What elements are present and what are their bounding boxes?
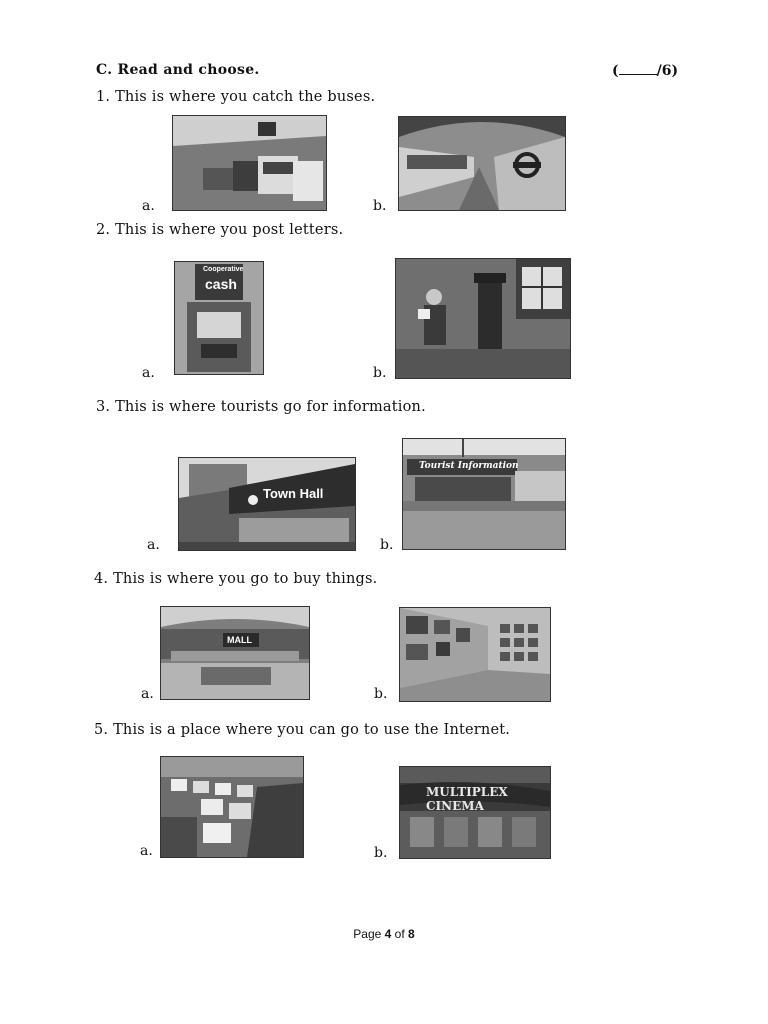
page-of: of: [391, 927, 409, 941]
town-hall-sign: Town Hall: [263, 486, 324, 501]
option-5a-label[interactable]: a.: [140, 843, 153, 859]
option-4b-label[interactable]: b.: [374, 686, 388, 702]
question-number: 2.: [96, 222, 111, 238]
question-4: [94, 571, 377, 587]
option-2a-label[interactable]: a.: [142, 365, 155, 381]
question-text: This is where you post letters.: [115, 222, 344, 238]
option-1b-label[interactable]: b.: [373, 198, 387, 214]
question-2: [96, 222, 343, 238]
question-number: 3.: [96, 399, 111, 415]
score-open: (: [612, 63, 619, 79]
page-total: 8: [408, 927, 415, 941]
question-3: [96, 399, 426, 415]
score-box: [612, 62, 678, 79]
tourist-information-image: [403, 439, 565, 549]
post-box-image: [396, 259, 570, 378]
question-number: 5.: [94, 722, 109, 738]
page-prefix: Page: [353, 927, 385, 941]
bus-station-image: [173, 116, 326, 210]
question-5: [94, 722, 510, 738]
shopping-mall-image: [161, 607, 309, 699]
question-text: This is where tourists go for information.: [115, 399, 426, 415]
shopping-mall-photo[interactable]: [160, 606, 310, 700]
subway-station-photo[interactable]: [398, 116, 566, 211]
option-3a-label[interactable]: a.: [147, 537, 160, 553]
question-1: [96, 89, 375, 105]
tourist-information-sign: Tourist Information: [419, 461, 519, 471]
question-number: 4.: [94, 571, 109, 587]
question-number: 1.: [96, 89, 111, 105]
question-text: This is a place where you can go to use the Internet.: [113, 722, 511, 738]
tourist-information-photo[interactable]: [402, 438, 566, 550]
post-box-photo[interactable]: [395, 258, 571, 379]
internet-cafe-photo[interactable]: [160, 756, 304, 858]
town-hall-image: [179, 458, 355, 550]
question-text: This is where you go to buy things.: [113, 571, 378, 587]
section-title: C. Read and choose.: [96, 62, 260, 78]
multiplex-cinema-sign: MULTIPLEX CINEMA: [426, 785, 508, 813]
cash-sign-small: Cooperative: [203, 266, 244, 273]
option-5b-label[interactable]: b.: [374, 845, 388, 861]
subway-station-image: [399, 117, 565, 210]
town-hall-photo[interactable]: [178, 457, 356, 551]
bus-station-photo[interactable]: [172, 115, 327, 211]
question-text: This is where you catch the buses.: [115, 89, 376, 105]
score-blank[interactable]: [619, 62, 657, 75]
option-2b-label[interactable]: b.: [373, 365, 387, 381]
mall-sign: MALL: [227, 635, 252, 645]
page-current: 4: [384, 927, 392, 941]
art-gallery-photo[interactable]: [399, 607, 551, 702]
option-1a-label[interactable]: a.: [142, 198, 155, 214]
page-number: [0, 927, 768, 941]
cash-machine-photo[interactable]: [174, 261, 264, 375]
score-total: /6): [656, 63, 679, 79]
option-4a-label[interactable]: a.: [141, 686, 154, 702]
art-gallery-image: [400, 608, 550, 701]
option-3b-label[interactable]: b.: [380, 537, 394, 553]
multiplex-cinema-photo[interactable]: [399, 766, 551, 859]
cash-sign: cash: [205, 276, 237, 292]
internet-cafe-image: [161, 757, 303, 857]
